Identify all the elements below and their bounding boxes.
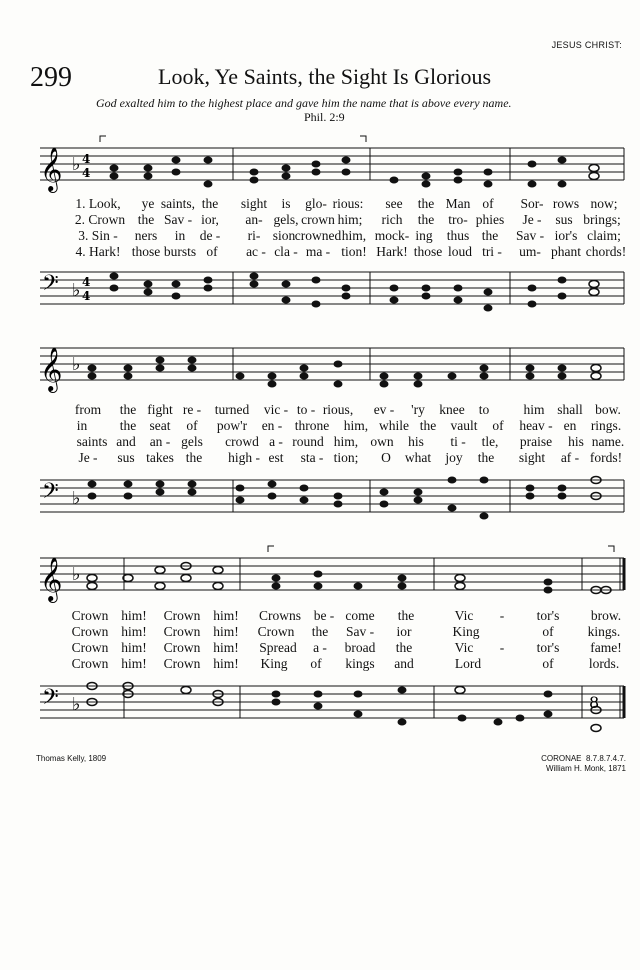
lyric-syllable: while [379, 418, 409, 433]
svg-text:8: 8 [589, 693, 600, 712]
lyric-syllable: lords. [588, 656, 620, 671]
lyric-syllable: fords! [589, 450, 623, 465]
lyric-row-s2-v1 [0, 402, 640, 418]
lyric-syllable: chords! [585, 244, 627, 259]
lyric-syllable: fame! [590, 640, 622, 655]
lyric-syllable: him! [213, 624, 239, 639]
lyric-syllable: vault [450, 418, 478, 433]
lyric-syllable: O [381, 450, 391, 465]
lyric-row-s1-v1 [0, 196, 640, 212]
lyric-syllable: shall [557, 402, 583, 417]
bass-staff-3 [0, 674, 640, 744]
lyric-syllable: Crown [163, 656, 201, 671]
svg-text:𝄞: 𝄞 [40, 147, 63, 191]
lyric-syllable: Crown [71, 624, 109, 639]
lyric-syllable: pow'r [216, 418, 248, 433]
epigraph-reference: Phil. 2:9 [304, 110, 345, 124]
lyric-syllable: Vic [454, 640, 474, 655]
lyric-syllable: throne [294, 418, 330, 433]
lyric-syllable: gels, [273, 212, 299, 227]
lyric-syllable: high - [228, 450, 260, 465]
lyric-syllable: those [131, 244, 161, 259]
music-system-3 [0, 540, 640, 740]
lyric-syllable: ior, [201, 212, 219, 227]
lyric-syllable: own [370, 434, 394, 449]
lyric-syllable: him! [213, 608, 239, 623]
lyric-syllable: Je - [78, 450, 98, 465]
lyric-syllable: ing [415, 228, 433, 243]
lyric-syllable: him! [213, 640, 239, 655]
lyric-syllable: Hark! [376, 244, 408, 259]
lyric-syllable: sight [240, 196, 268, 211]
lyric-syllable: Crown [71, 608, 109, 623]
lyric-syllable: him, [341, 228, 367, 243]
svg-text:♭: ♭ [72, 694, 81, 715]
lyric-syllable: en [563, 418, 577, 433]
lyric-syllable: ye [141, 196, 155, 211]
lyric-syllable: ac - [246, 244, 266, 259]
svg-text:♭: ♭ [72, 564, 81, 585]
composer-credit: William H. Monk, 1871 [545, 764, 626, 773]
lyric-syllable: be - [313, 608, 335, 623]
lyric-syllable: 'ry [411, 402, 425, 417]
lyric-syllable: tor's [536, 640, 560, 655]
svg-text:♭: ♭ [72, 280, 81, 301]
lyric-syllable: him! [121, 640, 147, 655]
lyric-syllable: Spread [259, 640, 297, 655]
lyric-syllable: Crown [163, 640, 201, 655]
lyric-syllable: thus [446, 228, 470, 243]
lyric-syllable: saints, [160, 196, 196, 211]
lyric-syllable: now; [590, 196, 618, 211]
lyric-syllable: re - [182, 402, 202, 417]
lyric-syllable: ior's [554, 228, 578, 243]
lyric-syllable: bow. [595, 402, 621, 417]
lyric-syllable: Sav - [163, 212, 193, 227]
lyric-syllable: brings; [583, 212, 621, 227]
lyric-syllable: crown [301, 212, 335, 227]
lyric-row-s3-v2 [0, 624, 640, 640]
lyric-syllable: King [452, 624, 480, 639]
lyric-row-s1-v4 [0, 244, 640, 260]
svg-text:𝄢: 𝄢 [42, 685, 59, 715]
lyric-syllable: phant [551, 244, 581, 259]
lyric-syllable: of [310, 656, 322, 671]
lyric-syllable: Je - [522, 212, 542, 227]
lyric-syllable: af - [560, 450, 580, 465]
lyric-syllable: to [478, 402, 490, 417]
lyric-syllable: 2. Crown [74, 212, 126, 227]
lyric-syllable: ior [396, 624, 412, 639]
lyric-syllable: an- [245, 212, 263, 227]
lyric-syllable: kings. [587, 624, 621, 639]
svg-text:𝄞: 𝄞 [40, 557, 63, 601]
lyric-syllable: 4. Hark! [75, 244, 121, 259]
music-system-1 [0, 130, 640, 330]
hymn-title: Look, Ye Saints, the Sight Is Glorious [158, 64, 492, 89]
hymn-number: 299 [30, 62, 72, 93]
lyric-syllable: Sor- [520, 196, 544, 211]
svg-text:♭: ♭ [72, 354, 81, 375]
svg-text:𝄞: 𝄞 [40, 347, 63, 391]
lyric-syllable: him! [213, 656, 239, 671]
lyric-syllable: sus [555, 212, 573, 227]
lyric-syllable: a - [269, 434, 283, 449]
lyric-row-s3-v3 [0, 640, 640, 656]
lyric-syllable: of [482, 196, 494, 211]
lyric-syllable: vic - [263, 402, 289, 417]
lyric-syllable: the [397, 608, 415, 623]
lyric-syllable: fight [147, 402, 173, 417]
lyric-row-s3-v1 [0, 608, 640, 624]
section-label: JESUS CHRIST: [551, 40, 622, 50]
bass-staff-1 [0, 260, 640, 330]
lyric-syllable: sta - [300, 450, 324, 465]
lyric-syllable: ev - [373, 402, 395, 417]
lyric-syllable: his [408, 434, 424, 449]
lyric-syllable: an - [149, 434, 171, 449]
lyric-syllable: rows [552, 196, 580, 211]
lyric-syllable: tor's [536, 608, 560, 623]
lyric-syllable: of [542, 656, 554, 671]
lyric-syllable: the [419, 418, 437, 433]
lyric-syllable: est [268, 450, 284, 465]
lyric-syllable: Crown [71, 656, 109, 671]
lyric-syllable: the [417, 196, 435, 211]
lyric-syllable: him! [121, 608, 147, 623]
lyric-syllable: tri - [482, 244, 502, 259]
lyric-syllable: him [523, 402, 545, 417]
lyric-syllable: brow. [590, 608, 622, 623]
lyric-syllable: of [542, 624, 554, 639]
lyric-syllable: Sav - [345, 624, 375, 639]
lyric-syllable: his [568, 434, 584, 449]
lyric-syllable: rich [381, 212, 403, 227]
lyric-syllable: loud [447, 244, 473, 259]
lyric-syllable: him! [121, 656, 147, 671]
lyric-syllable: 3. Sin - [78, 228, 118, 243]
lyric-syllable: turned [214, 402, 250, 417]
svg-text:4: 4 [82, 152, 91, 166]
music-system-2 [0, 330, 640, 530]
lyric-syllable: the [417, 212, 435, 227]
lyric-syllable: what [404, 450, 432, 465]
lyric-syllable: de - [199, 228, 221, 243]
lyric-syllable: and [394, 656, 414, 671]
lyric-syllable: him! [121, 624, 147, 639]
lyric-syllable: gels [181, 434, 203, 449]
lyric-syllable: those [413, 244, 443, 259]
bass-staff-2 [0, 468, 640, 538]
lyric-syllable: the [185, 450, 203, 465]
lyric-syllable: ti - [450, 434, 466, 449]
lyric-syllable: of [492, 418, 504, 433]
lyric-syllable: the [201, 196, 219, 211]
lyric-syllable: rious, [322, 402, 354, 417]
text-author-credit: Thomas Kelly, 1809 [36, 754, 107, 763]
lyric-syllable: sight [518, 450, 546, 465]
lyric-syllable: heav - [519, 418, 553, 433]
svg-text:4: 4 [82, 289, 91, 303]
lyric-syllable: from [74, 402, 102, 417]
lyric-syllable: 1. Look, [75, 196, 121, 211]
lyric-syllable: crowned [294, 228, 342, 243]
lyric-syllable: is [281, 196, 291, 211]
treble-staff-2 [0, 330, 640, 400]
lyric-syllable: the [395, 640, 413, 655]
lyric-syllable: Crowns [258, 608, 302, 623]
lyric-syllable: Sav - [515, 228, 545, 243]
lyric-syllable: Crown [257, 624, 295, 639]
lyric-syllable: see [385, 196, 403, 211]
lyric-syllable: seat [149, 418, 171, 433]
svg-text:𝄢: 𝄢 [42, 479, 59, 509]
lyric-syllable: Crown [163, 624, 201, 639]
lyric-syllable: Lord [454, 656, 482, 671]
lyric-syllable: round [292, 434, 324, 449]
lyric-syllable: in [174, 228, 186, 243]
treble-staff-1 [0, 130, 640, 200]
lyric-syllable: and [116, 434, 136, 449]
lyric-syllable: rings. [590, 418, 622, 433]
lyric-syllable: um- [519, 244, 541, 259]
lyric-syllable: - [499, 640, 505, 655]
lyric-syllable: mock- [374, 228, 410, 243]
lyric-syllable: tion; [333, 450, 359, 465]
lyric-row-s2-v4 [0, 450, 640, 466]
lyric-syllable: in [76, 418, 88, 433]
lyric-syllable: the [477, 450, 495, 465]
lyric-syllable: - [499, 608, 505, 623]
lyric-syllable: the [119, 418, 137, 433]
lyric-syllable: saints [76, 434, 108, 449]
lyric-syllable: phies [475, 212, 505, 227]
lyric-syllable: broad [344, 640, 376, 655]
lyric-syllable: a - [313, 640, 327, 655]
svg-text:4: 4 [82, 275, 91, 289]
lyric-syllable: kings [345, 656, 375, 671]
lyric-syllable: Vic [454, 608, 474, 623]
svg-text:♭: ♭ [72, 488, 81, 509]
lyric-syllable: knee [439, 402, 465, 417]
lyric-syllable: ma - [305, 244, 331, 259]
lyric-syllable: ri- [247, 228, 261, 243]
lyric-syllable: him, [343, 418, 369, 433]
lyric-syllable: of [186, 418, 198, 433]
lyric-syllable: ners [134, 228, 158, 243]
epigraph: God exalted him to the highest place and gave him the name that is above every name. [96, 96, 512, 110]
lyric-syllable: joy [445, 450, 463, 465]
lyric-syllable: sion [272, 228, 296, 243]
svg-text:𝄢: 𝄢 [42, 271, 59, 301]
lyric-row-s1-v3 [0, 228, 640, 244]
tune-name: CORONAE [541, 754, 582, 763]
svg-text:4: 4 [82, 166, 91, 180]
lyric-syllable: rious: [332, 196, 364, 211]
lyric-syllable: the [311, 624, 329, 639]
lyric-syllable: cla - [274, 244, 298, 259]
lyric-syllable: crowd [225, 434, 259, 449]
lyric-syllable: Man [445, 196, 471, 211]
tune-line [541, 754, 626, 764]
lyric-syllable: sus [117, 450, 135, 465]
lyric-syllable: him; [337, 212, 363, 227]
tune-credit [541, 754, 626, 774]
lyric-syllable: come [345, 608, 375, 623]
lyric-syllable: Crown [71, 640, 109, 655]
lyric-syllable: takes [146, 450, 174, 465]
lyric-syllable: glo- [305, 196, 327, 211]
lyric-syllable: bursts [163, 244, 197, 259]
lyric-syllable: name. [591, 434, 625, 449]
lyric-syllable: tle, [481, 434, 499, 449]
lyric-syllable: en - [261, 418, 283, 433]
lyric-syllable: the [481, 228, 499, 243]
lyric-syllable: of [206, 244, 218, 259]
lyric-syllable: King [260, 656, 288, 671]
lyric-row-s3-v4 [0, 656, 640, 672]
lyric-syllable: the [119, 402, 137, 417]
svg-text:♭: ♭ [72, 154, 81, 175]
lyric-syllable: him, [333, 434, 359, 449]
lyric-row-s2-v2 [0, 418, 640, 434]
lyric-row-s2-v3 [0, 434, 640, 450]
lyric-syllable: claim; [587, 228, 621, 243]
lyric-row-s1-v2 [0, 212, 640, 228]
lyric-syllable: praise [519, 434, 553, 449]
tune-meter: 8.7.8.7.4.7. [585, 754, 626, 763]
lyric-syllable: to - [296, 402, 316, 417]
lyric-syllable: Crown [163, 608, 201, 623]
lyric-syllable: the [137, 212, 155, 227]
treble-staff-3 [0, 540, 640, 610]
lyric-syllable: tion! [341, 244, 367, 259]
lyric-syllable: tro- [448, 212, 468, 227]
